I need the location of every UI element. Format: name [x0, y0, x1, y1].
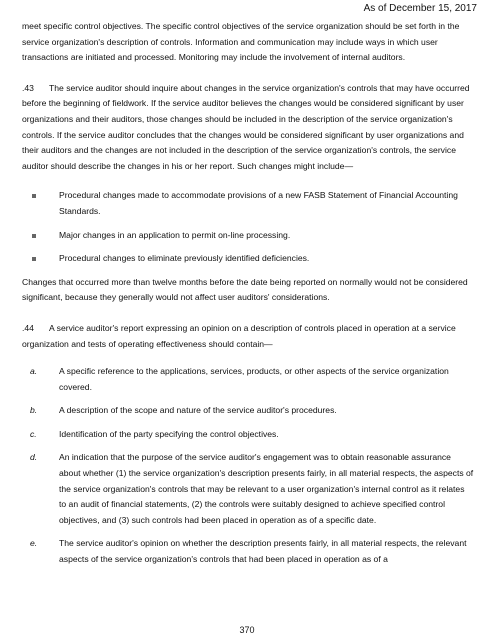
list-item-text: Procedural changes to eliminate previously identified deficiencies.: [59, 253, 310, 264]
list-item: [22, 427, 474, 443]
list-item: [22, 364, 474, 395]
paragraph-text: A service auditor's report expressing an opinion on a description of controls placed in operation at a service organization and tests of operating effectiveness should contain—: [22, 322, 456, 349]
closing-paragraph: Changes that occurred more than twelve months before the date being reported on normally would not be considered significant, because they generally would not affect user auditors' considerations.: [22, 276, 468, 303]
bullet-icon: [32, 234, 36, 238]
list-item: [22, 450, 474, 528]
list-letter: a.: [30, 366, 38, 377]
page-number: 370: [239, 625, 255, 635]
list-item-text: Procedural changes made to accommodate provisions of a new FASB Statement of Financial Accounting Standards.: [59, 190, 458, 216]
list-item: [22, 536, 474, 567]
intro-paragraph: meet specific control objectives. The specific control objectives of the service organization should be set forth in the service organization's description of controls. Information and communication may include ways in which user transactions are initiated and processed. Monitoring may include the involvement of internal auditors.: [22, 21, 460, 63]
list-item-text: A description of the scope and nature of the service auditor's procedures.: [59, 405, 337, 416]
paragraph-text: The service auditor should inquire about changes in the service organization's controls that may have occurred before the beginning of fieldwork. If the service auditor believes the changes would be considered significant by user organizations and their auditors, those changes should be included in the description of the service organization's controls. If the service auditor concludes that the changes would be considered significant by user organizations and their auditors and the changes are not included in the description of the service organization's controls, the service auditor should describe the changes in his or her report. Such changes might include—: [22, 82, 470, 171]
paragraph-43: [22, 81, 474, 175]
bullet-icon: [32, 257, 36, 261]
list-letter: e.: [30, 538, 38, 549]
list-letter: d.: [30, 452, 38, 463]
list-item: [22, 251, 474, 267]
paragraph-number: .43: [22, 82, 34, 93]
bullet-list: [22, 188, 474, 266]
list-item-text: Major changes in an application to permit on-line processing.: [59, 229, 291, 240]
list-letter: c.: [30, 428, 37, 439]
list-item-text: An indication that the purpose of the service auditor's engagement was to obtain reasonable assurance about whether (1) the service organization's description presents fairly, in all material respects, the aspects of the service organization's controls that may be relevant to a user organization's internal control as it relates to an audit of financial statements, (2) the controls were suitably designed to achieve specified control objectives, and (3) such controls had been placed in operation as of a specific date.: [59, 452, 474, 525]
list-letter: b.: [30, 405, 38, 416]
list-item: [22, 188, 474, 219]
paragraph-44: [22, 321, 474, 352]
page-body: [22, 19, 474, 576]
lettered-list: [22, 364, 474, 568]
header-date: As of December 15, 2017: [363, 3, 477, 14]
list-item: [22, 228, 474, 244]
paragraph-number: .44: [22, 322, 34, 333]
list-item: [22, 403, 474, 419]
list-item-text: Identification of the party specifying the control objectives.: [59, 428, 279, 439]
bullet-icon: [32, 194, 36, 198]
list-item-text: A specific reference to the applications, services, products, or other aspects of the service organization covered.: [59, 366, 449, 392]
list-item-text: The service auditor's opinion on whether the description presents fairly, in all material respects, the relevant aspects of the service organization's controls that had been placed in operation as of a: [59, 538, 467, 565]
